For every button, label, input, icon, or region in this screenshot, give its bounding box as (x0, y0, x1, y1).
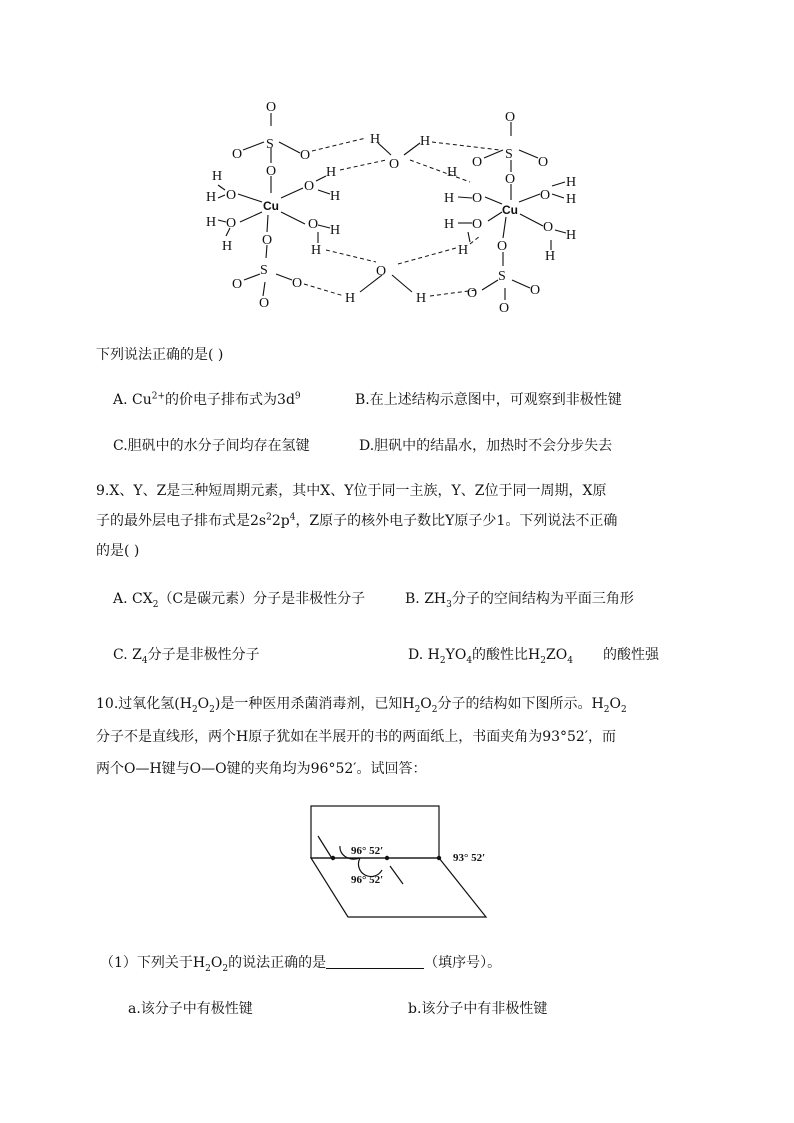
atom-o: O (232, 277, 243, 292)
q10-sub1: （1）下列关于$H_2O_2$的说法正确的是 （填序号）。 (100, 955, 502, 974)
atom-o: O (226, 188, 237, 203)
atom-h: H (330, 223, 341, 238)
atom-h: H (566, 192, 577, 207)
q10-option-b: b.该分子中有非极性键 (408, 1001, 548, 1017)
atom-o: O (376, 264, 387, 279)
atom-h: H (545, 249, 556, 264)
atom-s: S (498, 269, 506, 284)
q10-stem-line1: 10.过氧化氢$(H_2O_2)$是一种医用杀菌消毒剂，已知$H_2O_2$分子的结构如下图所示。$H_2O_2$ (96, 696, 627, 715)
atom-o: O (292, 276, 303, 291)
atom-o: O (472, 191, 483, 206)
q10-option-a: a.该分子中有极性键 (128, 1001, 253, 1017)
q8-stem: 下列说法正确的是( ) (96, 347, 224, 363)
atom-h: H (444, 217, 455, 232)
atom-o: O (472, 155, 483, 170)
atom-o: O (505, 110, 516, 125)
angle-label-dihedral: 93° 52′ (453, 852, 486, 864)
angle-label-o-o-h-lower: 96° 52′ (351, 874, 384, 886)
q9-stem-line3: 的是( ) (96, 543, 140, 559)
atom-h: H (444, 191, 455, 206)
atom-cu: Cu (502, 203, 518, 217)
atom-o: O (499, 301, 510, 316)
atom-o: O (226, 216, 237, 231)
atom-o: O (232, 147, 243, 162)
atom-h: H (206, 215, 217, 230)
atom-o: O (505, 172, 516, 187)
atom-o: O (530, 283, 541, 298)
q8-option-c: C.胆矾中的水分子间均存在氢键 (113, 438, 310, 454)
atom-o: O (389, 157, 400, 172)
atom-o: O (467, 286, 478, 301)
atom-h: H (345, 291, 356, 306)
atom-cu: Cu (263, 199, 279, 213)
atom-o: O (543, 220, 554, 235)
atom-s: S (505, 147, 513, 162)
atom-h: H (212, 169, 223, 184)
atom-s: S (260, 263, 268, 278)
atom-h: H (206, 190, 217, 205)
atom-o: O (259, 296, 270, 311)
q8-option-d: D.胆矾中的结晶水，加热时不会分步失去 (359, 438, 613, 454)
atom-o: O (308, 217, 319, 232)
atom-h: H (330, 189, 341, 204)
atom-h: H (420, 134, 431, 149)
q9-stem-line1: 9.X、Y、Z是三种短周期元素，其中X、Y位于同一主族，Y、Z位于同一周期，X原 (96, 483, 607, 499)
q9-stem-line2: 子的最外层电子排布式是$2s^22p^4$，Z原子的核外电子数比Y原子少1。下列说法不正确 (96, 512, 618, 529)
q9-option-c: C. $Z_4$分子是非极性分子 (113, 647, 260, 666)
atom-h: H (370, 132, 381, 147)
atom-h: H (566, 175, 577, 190)
copper-sulfate-structure-figure (200, 98, 600, 318)
atom-o: O (540, 188, 551, 203)
atom-h: H (416, 291, 427, 306)
atom-o: O (262, 233, 273, 248)
q8-option-a: A. $Cu^{2+}$的价电子排布式为$3d^9$ (113, 391, 301, 408)
atom-h: H (566, 228, 577, 243)
q8-option-b: B.在上述结构示意图中，可观察到非极性键 (355, 392, 622, 408)
hydrogen-peroxide-structure-figure (300, 800, 500, 925)
atom-h: H (447, 165, 458, 180)
atom-o: O (266, 164, 277, 179)
atom-s: S (266, 137, 274, 152)
atom-o: O (472, 217, 483, 232)
q9-option-b: B. $ZH_3$分子的空间结构为平面三角形 (405, 591, 634, 610)
atom-o: O (300, 148, 311, 163)
answer-blank[interactable] (326, 956, 424, 969)
q9-option-a: A. $CX_2(C$是碳元素）分子是非极性分子 (113, 591, 366, 610)
atom-h: H (311, 243, 322, 258)
q10-stem-line2: 分子不是直线形，两个H原子犹如在半展开的书的两面纸上，书面夹角为93°52′，而 (96, 729, 617, 745)
q10-stem-line3: 两个O—H键与O—O键的夹角均为96°52′。试回答： (96, 761, 427, 777)
atom-o: O (266, 100, 277, 115)
angle-label-o-o-h-upper: 96° 52′ (351, 845, 384, 857)
q9-option-d: D. $H_2YO_4$的酸性比$H_2ZO_4$ 的酸性强 (408, 647, 659, 666)
atom-o: O (497, 239, 508, 254)
atom-h: H (326, 165, 337, 180)
atom-o: O (538, 155, 549, 170)
atom-h: H (222, 239, 233, 254)
atom-h: H (458, 243, 469, 258)
atom-o: O (304, 179, 315, 194)
